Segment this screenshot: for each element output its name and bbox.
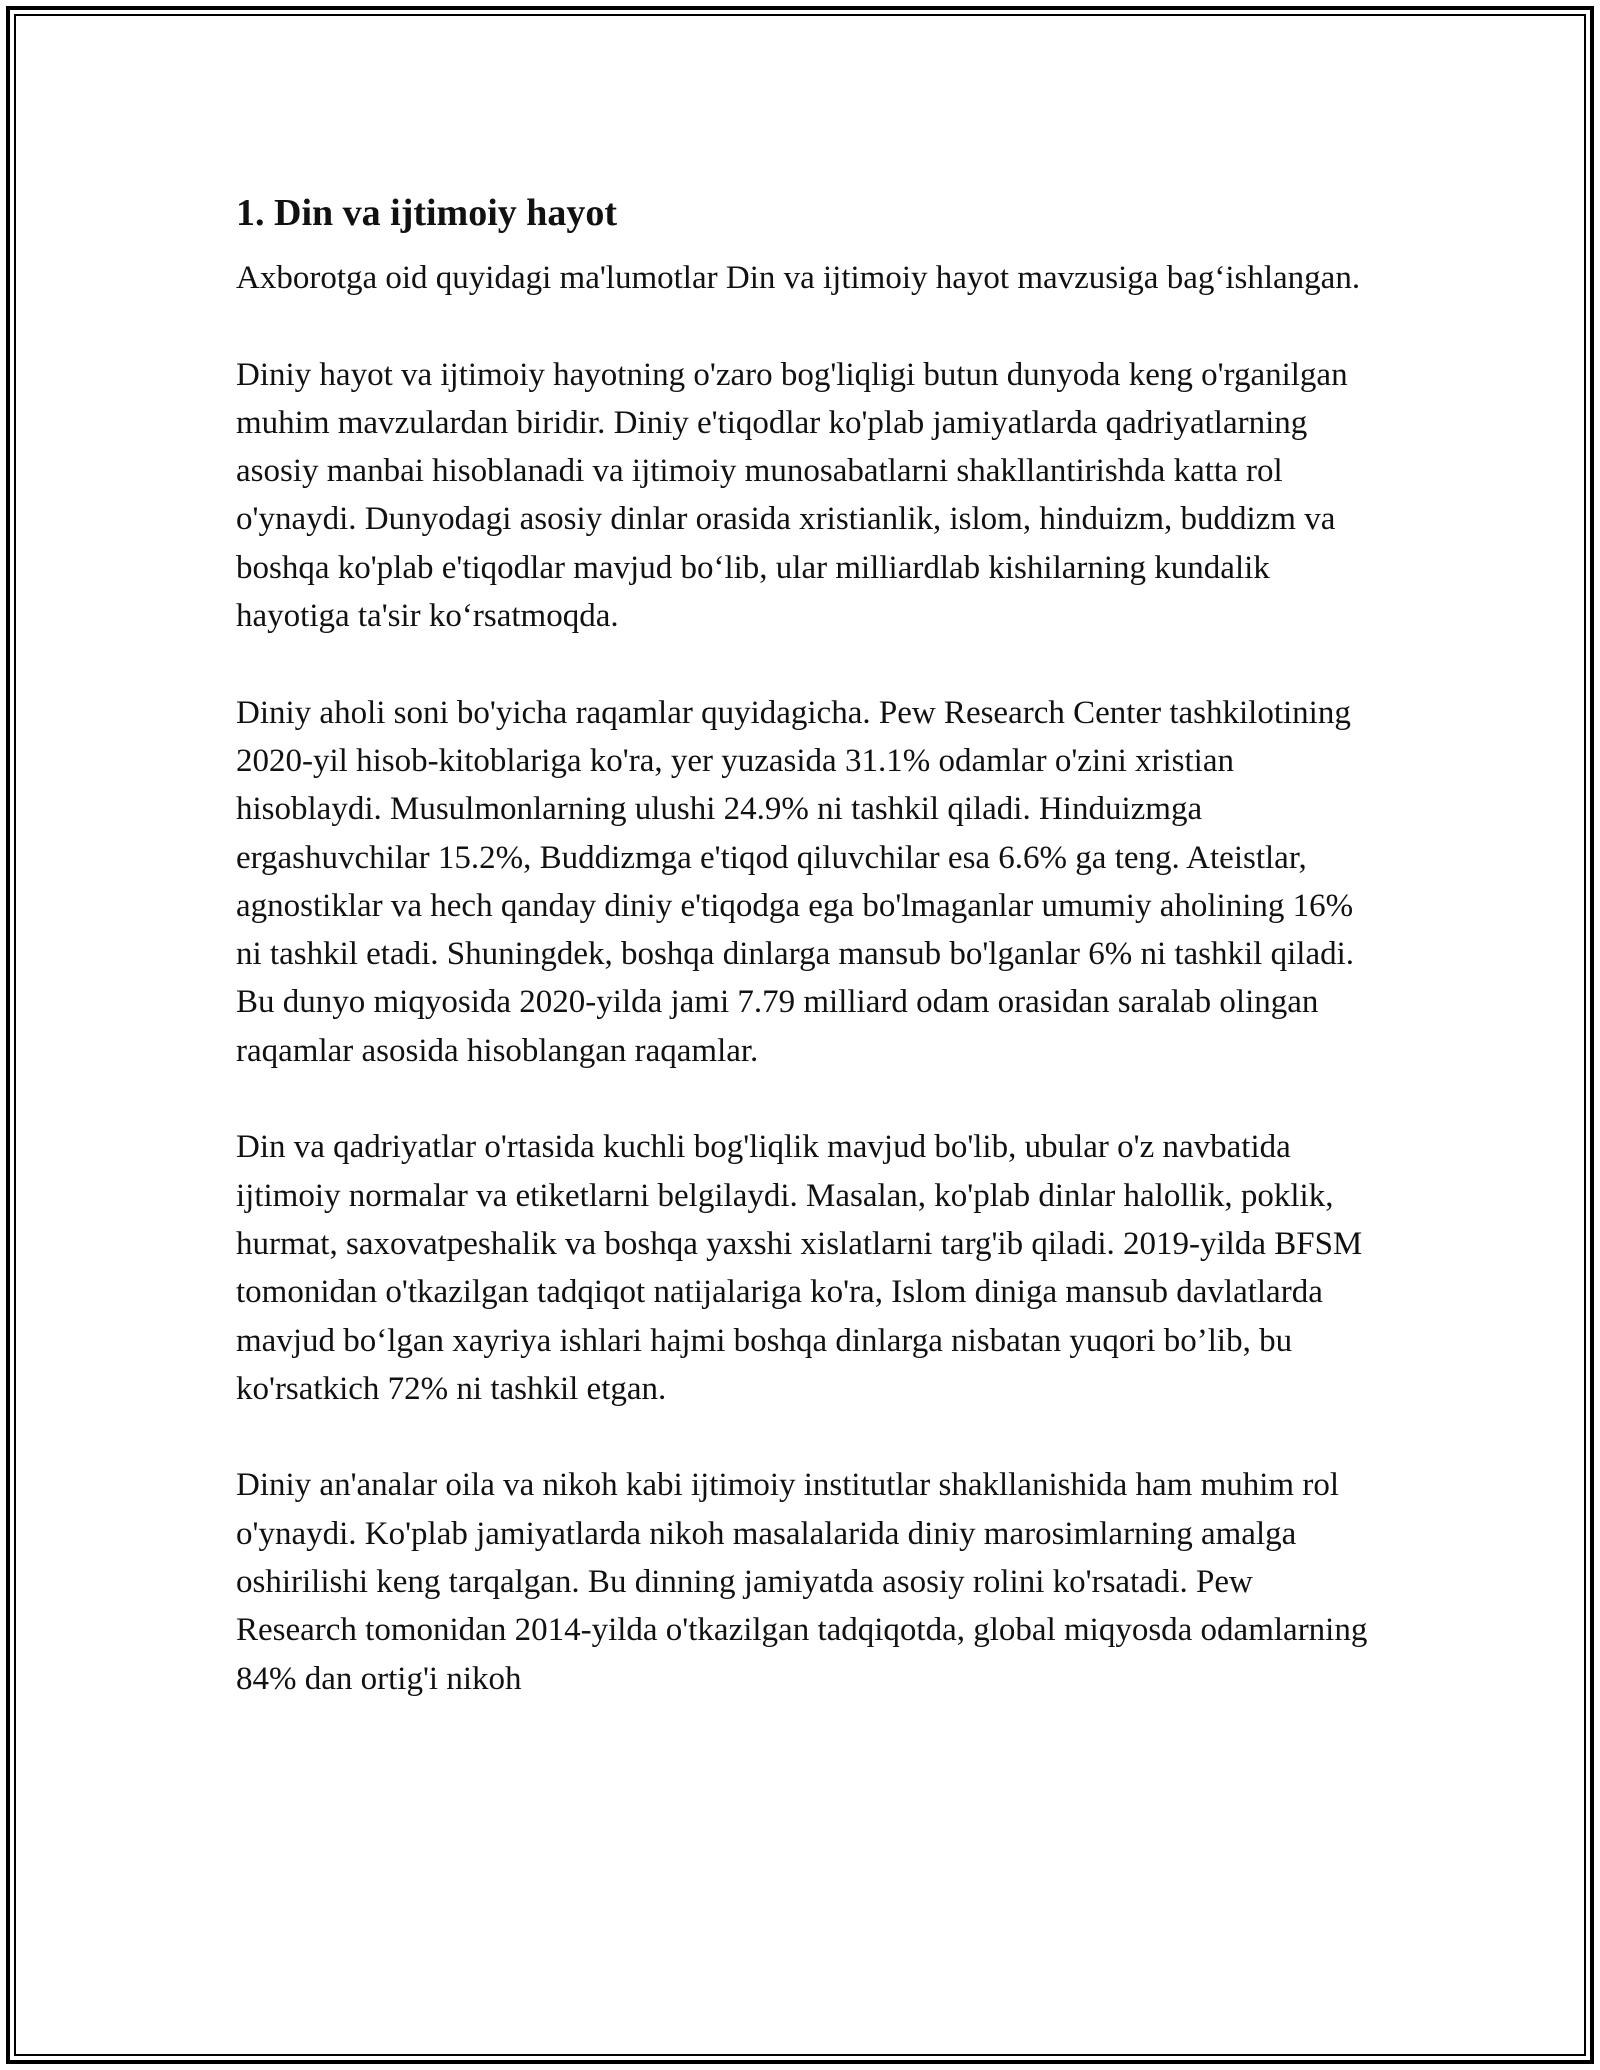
paragraph-intro: Axborotga oid quyidagi ma'lumotlar Din va ijtimoiy hayot mavzusiga bag‘ishlangan.: [236, 260, 1361, 296]
paragraph-values: Din va qadriyatlar o'rtasida kuchli bog'liqlik mavjud bo'lib, ubular o'z navbatida ijtimoiy normalar va etiketlarni belgilaydi. Masalan, ko'plab dinlar halollik, poklik, hurmat, saxovatpeshalik va boshqa yaxshi xislatlarni targ'ib qiladi. 2019-yilda BFSM tomonidan o'tkazilgan tadqiqot natijalariga ko'ra, Islom diniga mansub davlatlarda mavjud bo‘lgan xayriya ishlari hajmi boshqa dinlarga nisbatan yuqori bo’lib, bu ko'rsatkich 72% ni tashkil etgan.: [236, 1129, 1363, 1407]
section-heading: 1. Din va ijtimoiy hayot: [236, 192, 618, 234]
paragraph-religion-society: Diniy hayot va ijtimoiy hayotning o'zaro bog'liqligi butun dunyoda keng o'rganilgan muhim mavzulardan biridir. Diniy e'tiqodlar ko'plab jamiyatlarda qadriyatlarning asosiy manbai hisoblanadi va ijtimoiy munosabatlarni shakllantirishda katta rol o'ynaydi. Dunyodagi asosiy dinlar orasida xristianlik, islom, hinduizm, buddizm va boshqa ko'plab e'tiqodlar mavjud bo‘lib, ular milliardlab kishilarning kundalik hayotiga ta'sir ko‘rsatmoqda.: [236, 356, 1348, 635]
paragraph-family-marriage: Diniy an'analar oila va nikoh kabi ijtimoiy institutlar shakllanishida ham muhim rol o'ynaydi. Ko'plab jamiyatlarda nikoh masalalarida diniy marosimlarning amalga oshirilishi keng tarqalgan. Bu dinning jamiyatda asosiy rolini ko'rsatadi. Pew Research tomonidan 2014-yilda o'tkazilgan tadqiqotda, global miqyosda odamlarning 84% dan ortig'i nikoh: [236, 1467, 1368, 1697]
paragraph-population-stats: Diniy aholi soni bo'yicha raqamlar quyidagicha. Pew Research Center tashkilotining 2020-yil hisob-kitoblariga ko'ra, yer yuzasida 31.1% odamlar o'zini xristian hisoblaydi. Musulmonlarning ulushi 24.9% ni tashkil qiladi. Hinduizmga ergashuvchilar 15.2%, Buddizmga e'tiqod qiluvchilar esa 6.6% ga teng. Ateistlar, agnostiklar va hech qanday diniy e'tiqodga ega bo'lmaganlar umumiy aholining 16% ni tashkil etadi. Shuningdek, boshqa dinlarga mansub bo'lganlar 6% ni tashkil qiladi. Bu dunyo miqyosida 2020-yilda jami 7.79 milliard odam orasidan saralab olingan raqamlar asosida hisoblangan raqamlar.: [236, 694, 1355, 1069]
document-body: [236, 186, 1376, 1703]
